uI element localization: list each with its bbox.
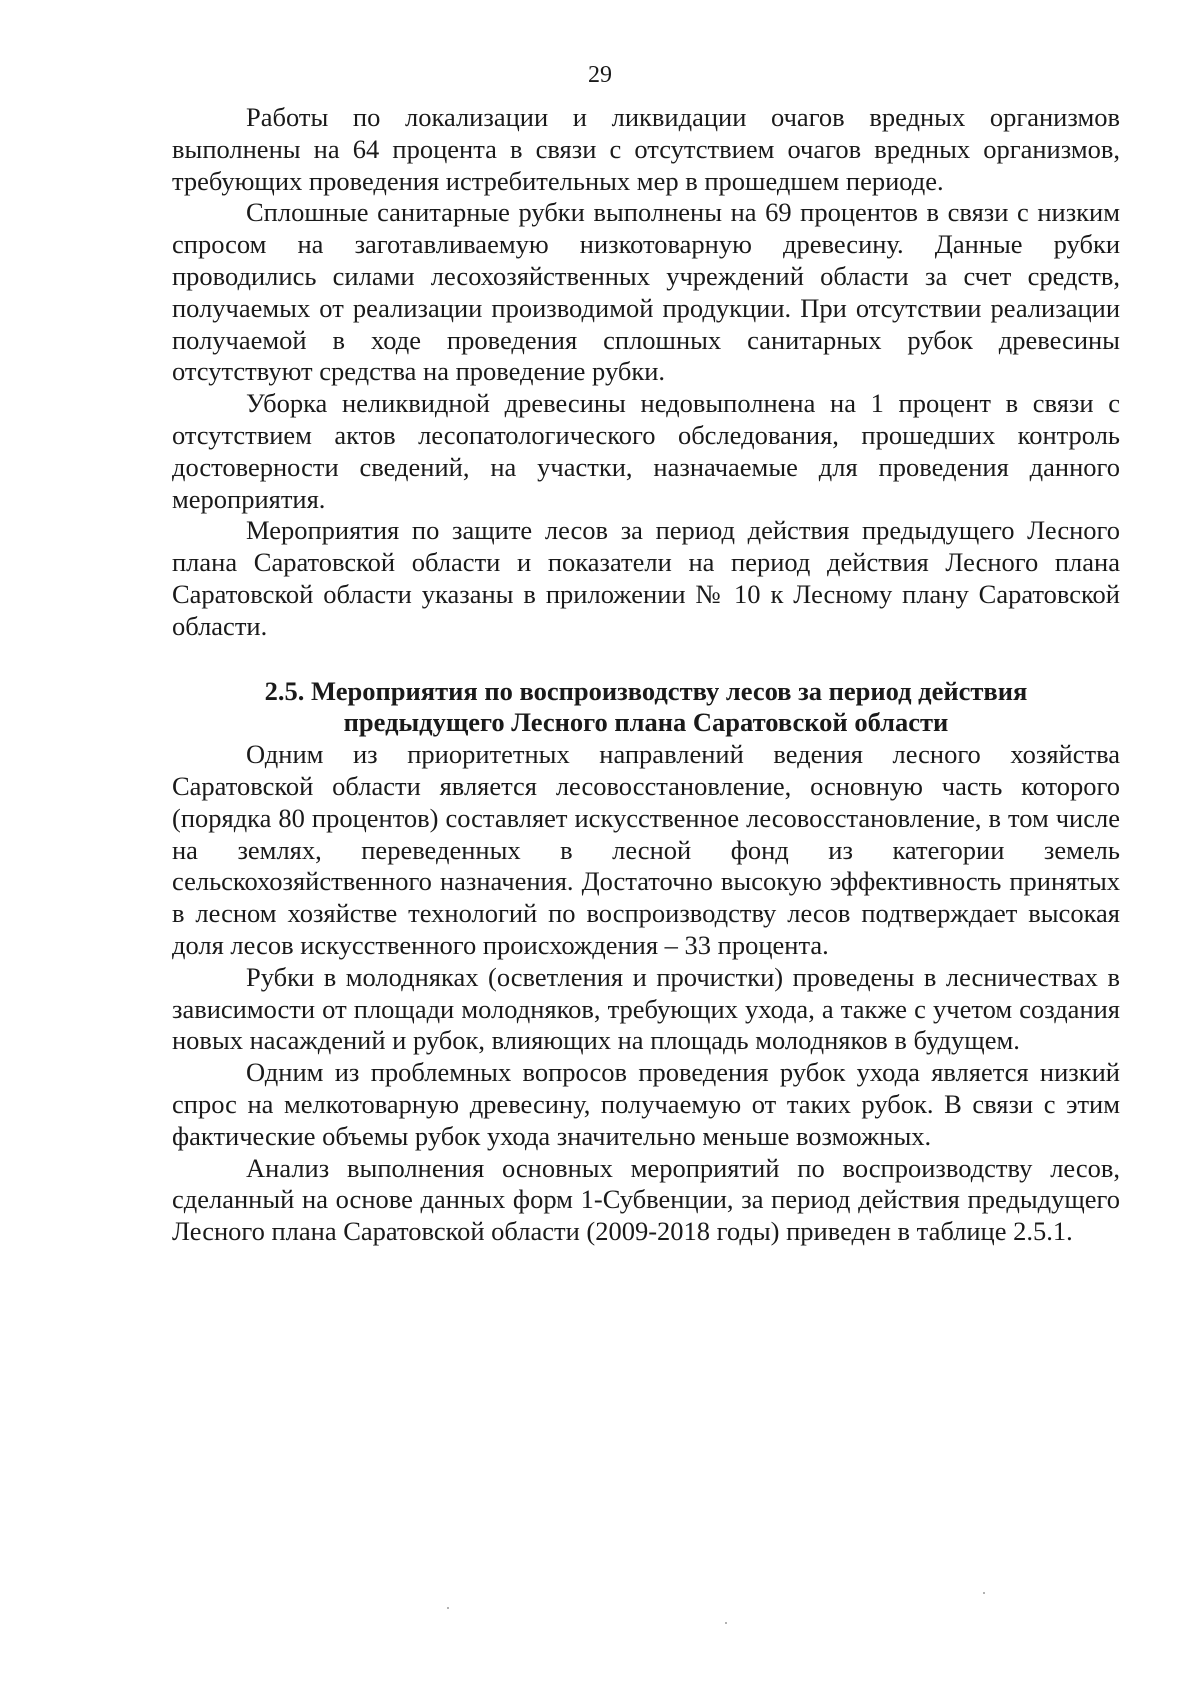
paragraph-forest-protection-appendix: Мероприятия по защите лесов за период действия предыдущего Лесного плана Саратовской области и показатели на период действия Лесного плана Саратовской области указаны в приложении № 10 к Лесному плану Саратовской области. <box>172 515 1120 641</box>
document-body <box>172 102 1120 1248</box>
section-heading: 2.5. Мероприятия по воспроизводству лесов за период действия предыдущего Лесного плана Саратовской области <box>264 675 1028 738</box>
paragraph-illiquid-wood: Уборка неликвидной древесины недовыполнена на 1 процент в связи с отсутствием актов лесопатологического обследования, прошедших контроль достоверности сведений, на участки, назначаемые для проведения данного мероприятия. <box>172 388 1120 514</box>
paragraph-pest-control: Работы по локализации и ликвидации очагов вредных организмов выполнены на 64 процента в связи с отсутствием очагов вредных организмов, требующих проведения истребительных мер в прошедшем периоде. <box>172 102 1120 196</box>
paragraph-thinning-problems: Одним из проблемных вопросов проведения рубок ухода является низкий спрос на мелкотоварную древесину, получаемую от таких рубок. В связи с этим фактические объемы рубок ухода значительно меньше возможных. <box>172 1057 1120 1151</box>
paragraph-sanitary-felling: Сплошные санитарные рубки выполнены на 69 процентов в связи с низким спросом на заготавливаемую низкотоварную древесину. Данные рубки проводились силами лесохозяйственных учреждений области за счет средств, получаемых от реализации производимой продукции. При отсутствии реализации получаемой в ходе проведения сплошных санитарных рубок древесины отсутствуют средства на проведение рубки. <box>172 197 1120 387</box>
paragraph-table-reference: Анализ выполнения основных мероприятий по воспроизводству лесов, сделанный на основе данных форм 1-Субвенции, за период действия предыдущего Лесного плана Саратовской области (2009-2018 годы) приведен в таблице 2.5.1. <box>172 1152 1120 1247</box>
page-number: 29 <box>588 62 612 88</box>
scan-speck <box>725 1622 727 1624</box>
paragraph-young-stand-felling: Рубки в молодняках (осветления и прочистки) проведены в лесничествах в зависимости от площади молодняков, требующих ухода, а также с учетом создания новых насаждений и рубок, влияющих на площадь молодняков в будущем. <box>172 961 1120 1056</box>
scan-speck <box>983 1592 985 1594</box>
paragraph-reforestation: Одним из приоритетных направлений ведения лесного хозяйства Саратовской области является лесовосстановление, основную часть которого (порядка 80 процентов) составляет искусственное лесовосстановление, в том числе на землях, переведенных в лесной фонд из категории земель сельскохозяйственного назначения. Достаточно высокую эффективность принятых в лесном хозяйстве технологий по воспроизводству лесов подтверждает высокая доля лесов искусственного происхождения – 33 процента. <box>172 739 1120 960</box>
scan-speck <box>447 1607 449 1609</box>
